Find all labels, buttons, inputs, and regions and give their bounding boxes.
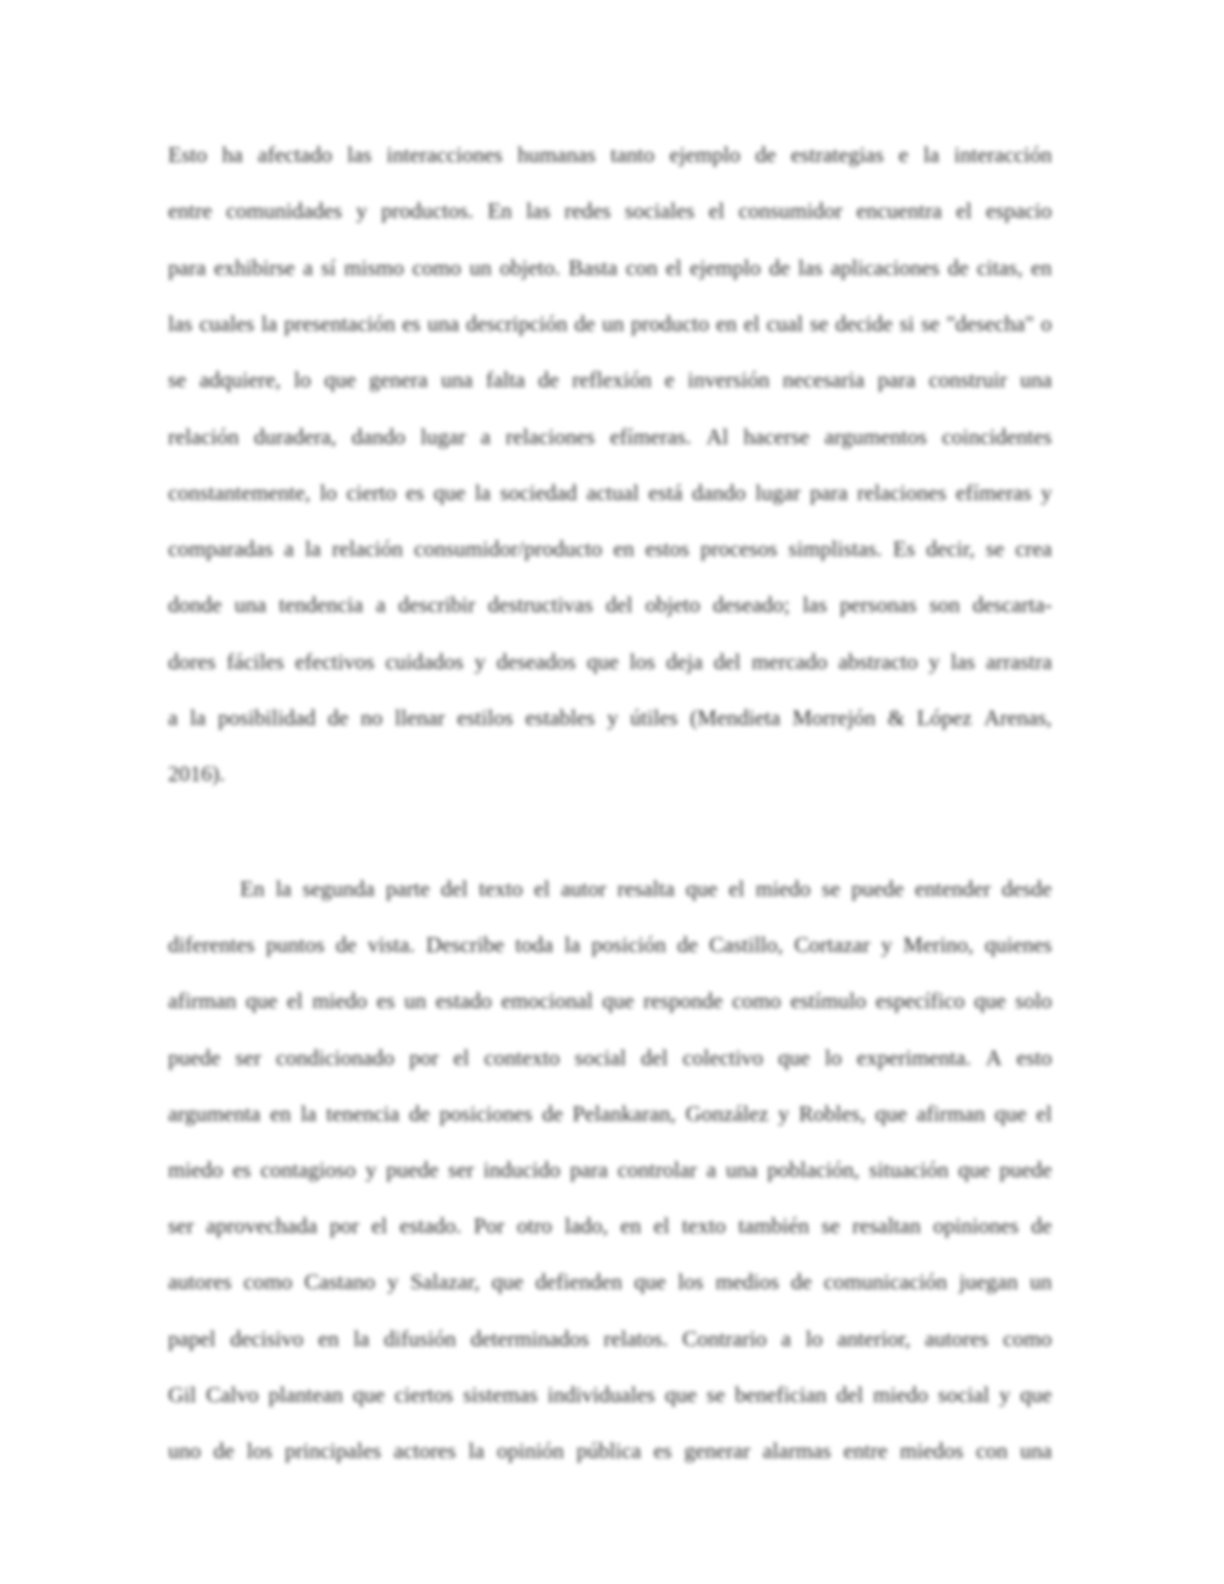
text-line: afirman que el miedo es un estado emocional que responde como estímulo específico que solo — [168, 988, 1052, 1014]
text-line: las cuales la presentación es una descripción de un producto en el cual se decide si se "desecha" o — [168, 310, 1052, 336]
text-line: relación duradera, dando lugar a relaciones efímeras. Al hacerse argumentos coincidentes — [168, 423, 1052, 449]
text-line: a la posibilidad de no llenar estilos estables y útiles (Mendieta Morrejón & López Arenas, — [168, 705, 1052, 730]
text-line: argumenta en la tenencia de posiciones de Pelankaran, González y Robles, que afirman que el — [168, 1100, 1052, 1126]
text-line: uno de los principales actores la opinión pública es generar alarmas entre miedos con una — [168, 1438, 1052, 1463]
text-line: En la segunda parte del texto el autor resalta que el miedo se puede entender desde — [240, 876, 1052, 901]
text-line: entre comunidades y productos. En las redes sociales el consumidor encuentra el espacio — [168, 198, 1052, 224]
text-line: ser aprovechada por el estado. Por otro lado, en el texto también se resaltan opiniones de — [168, 1213, 1052, 1239]
text-line: dores fáciles efectivos cuidados y deseados que los deja del mercado abstracto y las arrastra — [168, 648, 1052, 674]
text-line: constantemente, lo cierto es que la sociedad actual está dando lugar para relaciones efímeras y — [168, 479, 1052, 505]
text-line: 2016). — [168, 761, 225, 787]
text-line: miedo es contagioso y puede ser inducido para controlar a una población, situación que puede — [168, 1157, 1052, 1182]
text-line: puede ser condicionado por el contexto social del colectivo que lo experimenta. A esto — [168, 1044, 1052, 1070]
text-line: comparadas a la relación consumidor/producto en estos procesos simplistas. Es decir, se crea — [168, 536, 1052, 562]
text-line: se adquiere, lo que genera una falta de reflexión e inversión necesaria para construir una — [168, 367, 1052, 393]
text-line: Esto ha afectado las interacciones humanas tanto ejemplo de estrategias e la interacción — [168, 142, 1052, 167]
text-line: autores como Castano y Salazar, que defienden que los medios de comunicación juegan un — [168, 1269, 1052, 1295]
text-line: Gil Calvo plantean que ciertos sistemas individuales que se benefician del miedo social y que — [168, 1381, 1052, 1407]
text-line: papel decisivo en la difusión determinados relatos. Contrario a lo anterior, autores como — [168, 1325, 1052, 1351]
text-line: donde una tendencia a describir destructivas del objeto deseado; las personas son descarta- — [168, 592, 1052, 618]
text-line: para exhibirse a sí mismo como un objeto. Basta con el ejemplo de las aplicaciones de citas, en — [168, 254, 1052, 280]
text-line: diferentes puntos de vista. Describe toda la posición de Castillo, Cortazar y Merino, quienes — [168, 932, 1052, 958]
